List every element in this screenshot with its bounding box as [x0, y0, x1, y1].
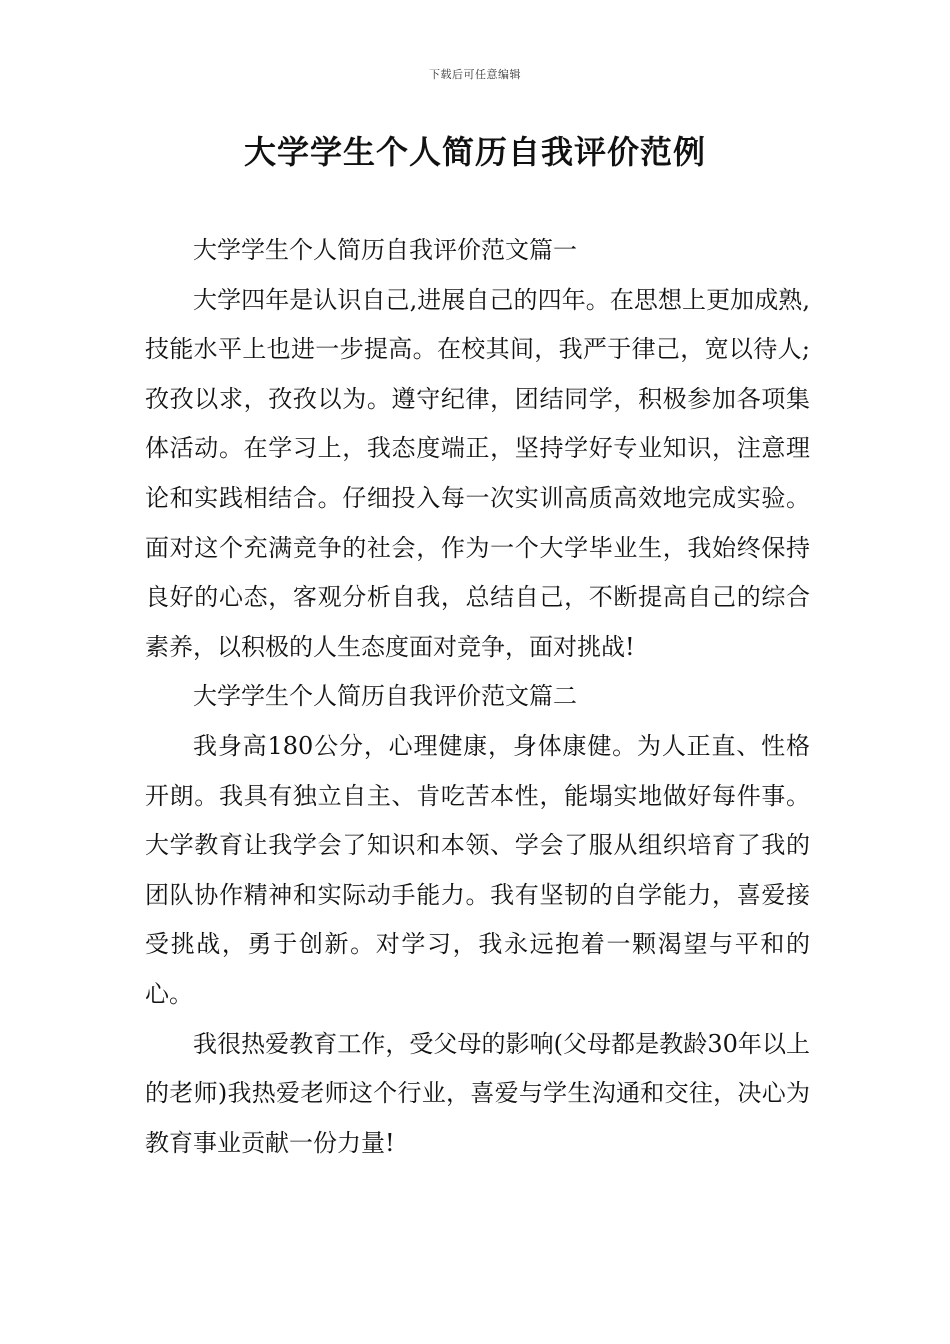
document-title: 大学学生个人简历自我评价范例 [243, 133, 706, 171]
paragraph-2: 我身高180公分，心理健康，身体康健。为人正直、性格开朗。我具有独立自主、肯吃苦本性，能塌实地做好每件事。大学教育让我学会了知识和本领、学会了服从组织培育了我的团队协作精神和实际动手能力。我有坚韧的自学能力，喜爱接受挑战，勇于创新。对学习，我永远抱着一颗渴望与平和的心。 [145, 731, 810, 1008]
header-note: 下载后可任意编辑 [429, 68, 521, 81]
section-heading-1: 大学学生个人简历自我评价范文篇一 [193, 236, 577, 264]
document-body [145, 226, 810, 1168]
paragraph-1: 大学四年是认识自己,进展自己的四年。在思想上更加成熟,技能水平上也进一步提高。在校其间，我严于律己，宽以待人;孜孜以求，孜孜以为。遵守纪律，团结同学，积极参加各项集体活动。在学习上，我态度端正，坚持学好专业知识，注意理论和实践相结合。仔细投入每一次实训高质高效地完成实验。面对这个充满竞争的社会，作为一个大学毕业生，我始终保持良好的心态，客观分析自我，总结自己，不断提高自己的综合素养，以积极的人生态度面对竞争，面对挑战! [145, 285, 810, 661]
section-heading-2: 大学学生个人简历自我评价范文篇二 [193, 682, 577, 711]
paragraph-3: 我很热爱教育工作，受父母的影响(父母都是教龄30年以上的老师)我热爱老师这个行业，喜爱与学生沟通和交往，决心为教育事业贡献一份力量! [145, 1029, 810, 1157]
